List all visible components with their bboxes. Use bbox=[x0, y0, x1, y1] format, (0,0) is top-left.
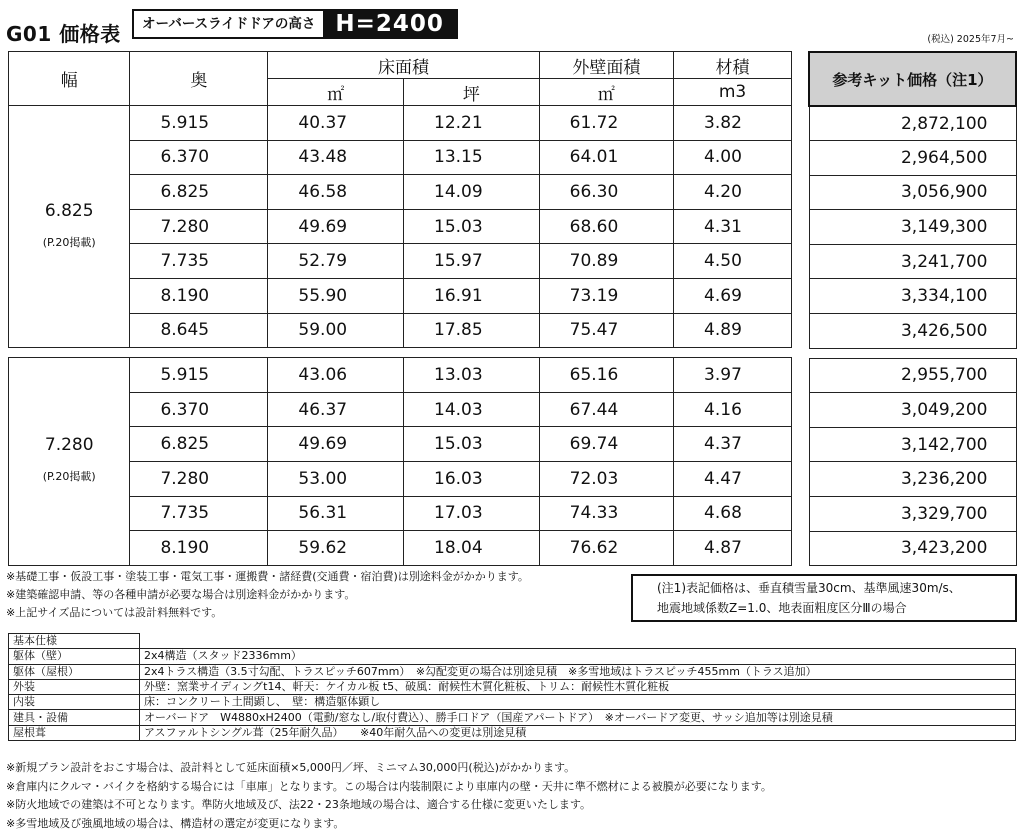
group-gap bbox=[809, 348, 1016, 358]
size-table bbox=[8, 51, 792, 566]
price-row bbox=[809, 244, 1016, 279]
cell-m2: 59.00 bbox=[268, 313, 404, 348]
table-row bbox=[9, 358, 792, 393]
cell-m3: 4.31 bbox=[674, 209, 792, 244]
spec-row bbox=[9, 725, 1016, 740]
cell-wall: 64.01 bbox=[539, 140, 673, 175]
cell-depth: 5.915 bbox=[130, 358, 268, 393]
cell-m3: 4.37 bbox=[674, 427, 792, 462]
cell-wall: 75.47 bbox=[539, 313, 673, 348]
cell-m2: 43.48 bbox=[268, 140, 404, 175]
cell-m2: 40.37 bbox=[268, 106, 404, 141]
price-row bbox=[809, 141, 1016, 176]
unit-m2-wall: ㎡ bbox=[539, 79, 673, 106]
price-row bbox=[809, 497, 1016, 532]
cell-wall: 72.03 bbox=[539, 461, 673, 496]
cell-m2: 49.69 bbox=[268, 209, 404, 244]
cell-depth: 7.735 bbox=[130, 496, 268, 531]
cell-wall: 73.19 bbox=[539, 278, 673, 313]
cell-depth: 6.825 bbox=[130, 427, 268, 462]
spec-value: 2x4構造（スタッド2336mm） bbox=[140, 649, 1016, 664]
spec-title: 基本仕様 bbox=[9, 634, 140, 649]
cell-wall: 69.74 bbox=[539, 427, 673, 462]
cell-depth: 6.370 bbox=[130, 140, 268, 175]
price-row bbox=[809, 314, 1016, 349]
cell-m3: 4.47 bbox=[674, 461, 792, 496]
door-condition-label: オーバースライドドアの高さ bbox=[134, 11, 323, 37]
cell-wall: 66.30 bbox=[539, 175, 673, 210]
col-depth-header: 奥 bbox=[130, 52, 268, 106]
cell-tsubo: 14.03 bbox=[404, 392, 540, 427]
page-ref: (P.20掲載) bbox=[42, 470, 96, 484]
notes-bottom bbox=[6, 759, 772, 833]
cell-m2: 52.79 bbox=[268, 244, 404, 279]
unit-tsubo: 坪 bbox=[404, 79, 540, 106]
col-width-header: 幅 bbox=[9, 52, 130, 106]
col-floor-area-header: 床面積 bbox=[268, 52, 539, 79]
cell-tsubo: 18.04 bbox=[404, 531, 540, 566]
width-value: 7.280 bbox=[44, 435, 94, 456]
unit-m3: m3 bbox=[674, 79, 792, 106]
cell-m2: 49.69 bbox=[268, 427, 404, 462]
spec-key: 躯体（壁） bbox=[9, 649, 140, 664]
cell-tsubo: 15.97 bbox=[404, 244, 540, 279]
col-wall-area-header: 外壁面積 bbox=[539, 52, 673, 79]
cell-price: 3,241,700 bbox=[809, 244, 1016, 279]
price-header: 参考キット価格（注1） bbox=[809, 52, 1016, 106]
col-material-header: 材積 bbox=[674, 52, 792, 79]
cell-depth: 7.280 bbox=[130, 461, 268, 496]
price-row bbox=[809, 210, 1016, 245]
spec-row bbox=[9, 649, 1016, 664]
cell-price: 3,149,300 bbox=[809, 210, 1016, 245]
spec-key: 外装 bbox=[9, 679, 140, 694]
spec-row bbox=[9, 710, 1016, 725]
width-cell bbox=[9, 106, 130, 348]
price-row bbox=[809, 393, 1016, 428]
page-ref: (P.20掲載) bbox=[42, 235, 96, 249]
cell-wall: 61.72 bbox=[539, 106, 673, 141]
condition-line-1: (注1)表記価格は、垂直積雪量30cm、基準風速30m/s、 bbox=[657, 581, 961, 595]
cell-m3: 4.16 bbox=[674, 392, 792, 427]
cell-m2: 55.90 bbox=[268, 278, 404, 313]
cell-m2: 43.06 bbox=[268, 358, 404, 393]
spec-value: 外壁：窯業サイディングt14、軒天：ケイカル板 t5、破風：耐候性木質化粧板、トリム：耐候性木質化粧板 bbox=[140, 679, 1016, 694]
note-line: ※新規プラン設計をおこす場合は、設計料として延床面積×5,000円／坪、ミニマム30,000円(税込)がかかります。 bbox=[6, 761, 576, 774]
price-row bbox=[809, 279, 1016, 314]
cell-price: 3,334,100 bbox=[809, 279, 1016, 314]
cell-m3: 4.69 bbox=[674, 278, 792, 313]
cell-price: 2,872,100 bbox=[809, 106, 1016, 141]
cell-m3: 4.87 bbox=[674, 531, 792, 566]
spec-value: 床：コンクリート土間顕し、 壁：構造躯体顕し bbox=[140, 695, 1016, 710]
cell-wall: 65.16 bbox=[539, 358, 673, 393]
cell-depth: 6.370 bbox=[130, 392, 268, 427]
condition-note-box bbox=[631, 574, 1017, 622]
cell-tsubo: 17.03 bbox=[404, 496, 540, 531]
note-line: ※建築確認申請、等の各種申請が必要な場合は別途料金がかかります。 bbox=[6, 588, 356, 601]
note-line: ※多雪地域及び強風地域の場合は、構造材の選定が変更になります。 bbox=[6, 816, 345, 830]
cell-m2: 56.31 bbox=[268, 496, 404, 531]
cell-depth: 7.280 bbox=[130, 209, 268, 244]
cell-depth: 8.190 bbox=[130, 278, 268, 313]
cell-depth: 8.645 bbox=[130, 313, 268, 348]
spec-value: 2x4トラス構造（3.5寸勾配、トラスピッチ607mm） ※勾配変更の場合は別途見積 ※多雪地域はトラスピッチ455mm（トラス追加） bbox=[140, 664, 1016, 679]
cell-price: 3,426,500 bbox=[809, 314, 1016, 349]
cell-m3: 4.50 bbox=[674, 244, 792, 279]
price-row bbox=[809, 427, 1016, 462]
spec-row bbox=[9, 679, 1016, 694]
cell-price: 3,049,200 bbox=[809, 393, 1016, 428]
cell-m3: 4.89 bbox=[674, 313, 792, 348]
cell-depth: 6.825 bbox=[130, 175, 268, 210]
cell-price: 3,056,900 bbox=[809, 175, 1016, 210]
cell-m3: 3.97 bbox=[674, 358, 792, 393]
price-row bbox=[809, 106, 1016, 141]
cell-wall: 70.89 bbox=[539, 244, 673, 279]
cell-m2: 46.58 bbox=[268, 175, 404, 210]
cell-tsubo: 13.03 bbox=[404, 358, 540, 393]
cell-tsubo: 16.03 bbox=[404, 461, 540, 496]
cell-wall: 67.44 bbox=[539, 392, 673, 427]
cell-tsubo: 16.91 bbox=[404, 278, 540, 313]
cell-wall: 74.33 bbox=[539, 496, 673, 531]
door-height-box bbox=[132, 9, 458, 39]
cell-tsubo: 15.03 bbox=[404, 427, 540, 462]
spec-row bbox=[9, 664, 1016, 679]
cell-wall: 76.62 bbox=[539, 531, 673, 566]
price-table bbox=[808, 51, 1017, 566]
cell-price: 3,236,200 bbox=[809, 462, 1016, 497]
cell-wall: 68.60 bbox=[539, 209, 673, 244]
spec-key: 建具・設備 bbox=[9, 710, 140, 725]
cell-m2: 53.00 bbox=[268, 461, 404, 496]
spec-value: オーバードア W4880xH2400（電動/窓なし/取付費込）、勝手口ドア（国産アパートドア） ※オーバードア変更、サッシ追加等は別途見積 bbox=[140, 710, 1016, 725]
spec-title-spacer bbox=[140, 634, 1016, 649]
door-height-value: H=2400 bbox=[323, 11, 456, 37]
condition-line-2: 地震地域係数Z=1.0、地表面粗度区分Ⅲの場合 bbox=[657, 601, 907, 615]
page-title: G01 価格表 bbox=[6, 22, 121, 46]
notes-top bbox=[6, 568, 529, 622]
note-line: ※基礎工事・仮設工事・塗装工事・電気工事・運搬費・諸経費(交通費・宿泊費)は別途料金がかかります。 bbox=[6, 570, 529, 583]
cell-price: 3,142,700 bbox=[809, 427, 1016, 462]
cell-depth: 8.190 bbox=[130, 531, 268, 566]
cell-price: 3,423,200 bbox=[809, 531, 1016, 566]
cell-tsubo: 13.15 bbox=[404, 140, 540, 175]
cell-m3: 4.00 bbox=[674, 140, 792, 175]
price-row bbox=[809, 462, 1016, 497]
cell-m2: 46.37 bbox=[268, 392, 404, 427]
cell-tsubo: 14.09 bbox=[404, 175, 540, 210]
width-cell bbox=[9, 358, 130, 566]
cell-price: 2,955,700 bbox=[809, 358, 1016, 393]
price-row bbox=[809, 358, 1016, 393]
cell-m2: 59.62 bbox=[268, 531, 404, 566]
cell-m3: 4.20 bbox=[674, 175, 792, 210]
cell-m3: 3.82 bbox=[674, 106, 792, 141]
tax-note: (税込) 2025年7月~ bbox=[927, 34, 1014, 45]
note-line: ※防火地域での建築は不可となります。準防火地域及び、法22・23条地域の場合は、適合する仕様に変更いたします。 bbox=[6, 798, 592, 811]
spec-key: 内装 bbox=[9, 695, 140, 710]
note-line: ※上記サイズ品については設計料無料です。 bbox=[6, 606, 223, 619]
group-gap bbox=[9, 348, 792, 358]
width-value: 6.825 bbox=[44, 200, 94, 221]
cell-tsubo: 17.85 bbox=[404, 313, 540, 348]
cell-depth: 5.915 bbox=[130, 106, 268, 141]
price-row bbox=[809, 175, 1016, 210]
cell-tsubo: 15.03 bbox=[404, 209, 540, 244]
cell-price: 2,964,500 bbox=[809, 141, 1016, 176]
note-line: ※倉庫内にクルマ・バイクを格納する場合には「車庫」となります。この場合は内装制限により車庫内の壁・天井に準不燃材による被膜が必要になります。 bbox=[6, 779, 772, 793]
price-row bbox=[809, 531, 1016, 566]
cell-depth: 7.735 bbox=[130, 244, 268, 279]
spec-table bbox=[8, 633, 1016, 741]
spec-row bbox=[9, 695, 1016, 710]
cell-m3: 4.68 bbox=[674, 496, 792, 531]
spec-key: 躯体（屋根） bbox=[9, 664, 140, 679]
cell-tsubo: 12.21 bbox=[404, 106, 540, 141]
table-row bbox=[9, 106, 792, 141]
cell-price: 3,329,700 bbox=[809, 497, 1016, 532]
spec-key: 屋根葺 bbox=[9, 725, 140, 740]
unit-m2: ㎡ bbox=[268, 79, 404, 106]
spec-value: アスファルトシングル葺（25年耐久品） ※40年耐久品への変更は別途見積 bbox=[140, 725, 1016, 740]
